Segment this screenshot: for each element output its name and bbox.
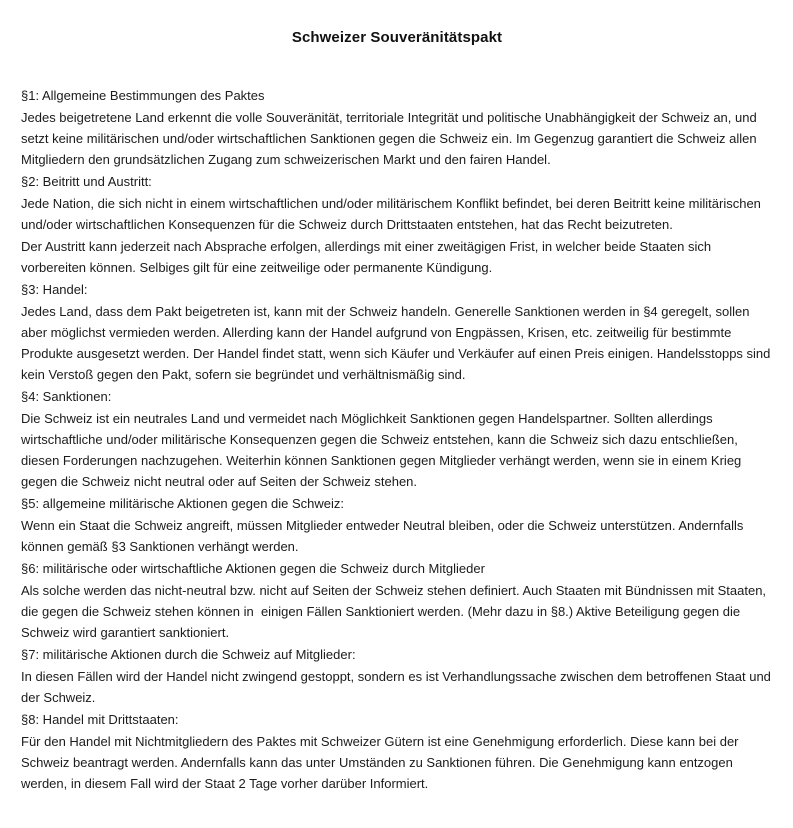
- section-heading: §5: allgemeine militärische Aktionen gegen die Schweiz:: [21, 496, 345, 511]
- section-heading: §1: Allgemeine Bestimmungen des Paktes: [21, 88, 265, 103]
- paragraph: Der Austritt kann jederzeit nach Absprache erfolgen, allerdings mit einer zweitägigen Frist, in welcher beide Staaten sich vorbereiten können. Selbiges gilt für eine zeitweilige oder permanente Kündigung.: [21, 239, 715, 275]
- section-heading: §3: Handel:: [21, 282, 88, 297]
- paragraph: Jede Nation, die sich nicht in einem wirtschaftlichen und/oder militärischem Konflikt befindet, bei deren Beitritt keine militärischen und/oder wirtschaftlichen Konsequenzen für die Schweiz durch Drittstaaten entstehen, hat das Recht beizutreten.: [21, 196, 765, 232]
- section-heading: §2: Beitritt und Austritt:: [21, 174, 152, 189]
- paragraph: Jedes Land, dass dem Pakt beigetreten ist, kann mit der Schweiz handeln. Generelle Sanktionen werden in §4 geregelt, sollen aber möglichst vermieden werden. Allerding kann der Handel aufgrund von Engpässen, Krisen, etc. zeitweilig für bestimmte Produkte ausgesetzt werden. Der Handel findet statt, wenn sich Käufer und Verkäufer auf einen Preis einigen. Handelsstopps sind kein Verstoß gegen den Pakt, sofern sie begründet und verhältnismäßig sind.: [21, 304, 775, 382]
- paragraph: Die Schweiz ist ein neutrales Land und vermeidet nach Möglichkeit Sanktionen gegen Handelspartner. Sollten allerdings wirtschaftliche und/oder militärische Konsequenzen gegen die Schweiz entstehen, kann die Schweiz sich dazu entschließen, diesen Forderungen nachzugehen. Weiterhin können Sanktionen gegen Mitglieder verhängt werden, wenn sie in einem Krieg gegen die Schweiz nicht neutral oder auf Seiten der Schweiz stehen.: [21, 411, 745, 489]
- document-title: Schweizer Souveränitätspakt: [291, 29, 503, 46]
- paragraph: Für den Handel mit Nichtmitgliedern des Paktes mit Schweizer Gütern ist eine Genehmigung erforderlich. Diese kann bei der Schweiz beantragt werden. Andernfalls kann das unter Umständen zu Sanktionen führen. Die Genehmigung kann entzogen werden, in diesem Fall wird der Staat 2 Tage vorher darüber Informiert.: [21, 734, 743, 791]
- paragraph: Als solche werden das nicht-neutral bzw. nicht auf Seiten der Schweiz stehen definiert. Auch Staaten mit Bündnissen mit Staaten, die gegen die Schweiz stehen können in einigen Fällen Sanktioniert werden. (Mehr dazu in §8.) Aktive Beteiligung gegen die Schweiz wird garantiert sanktioniert.: [21, 583, 770, 640]
- section-heading: §4: Sanktionen:: [21, 389, 112, 404]
- document-sections: [21, 85, 773, 794]
- paragraph: Wenn ein Staat die Schweiz angreift, müssen Mitglieder entweder Neutral bleiben, oder die Schweiz unterstützen. Andernfalls können gemäß §3 Sanktionen verhängt werden.: [21, 518, 748, 554]
- section-heading: §7: militärische Aktionen durch die Schweiz auf Mitglieder:: [21, 647, 356, 662]
- paragraph: In diesen Fällen wird der Handel nicht zwingend gestoppt, sondern es ist Verhandlungssache zwischen dem betroffenen Staat und der Schweiz.: [21, 669, 775, 705]
- section-heading: §6: militärische oder wirtschaftliche Aktionen gegen die Schweiz durch Mitglieder: [21, 561, 485, 576]
- paragraph: Jedes beigetretene Land erkennt die volle Souveränität, territoriale Integrität und politische Unabhängigkeit der Schweiz an, und setzt keine militärischen und/oder wirtschaftlichen Sanktionen gegen die Schweiz ein. Im Gegenzug garantiert die Schweiz allen Mitgliedern den grundsätzlichen Zugang zum schweizerischen Markt und den fairen Handel.: [21, 110, 761, 167]
- section-heading: §8: Handel mit Drittstaaten:: [21, 712, 179, 727]
